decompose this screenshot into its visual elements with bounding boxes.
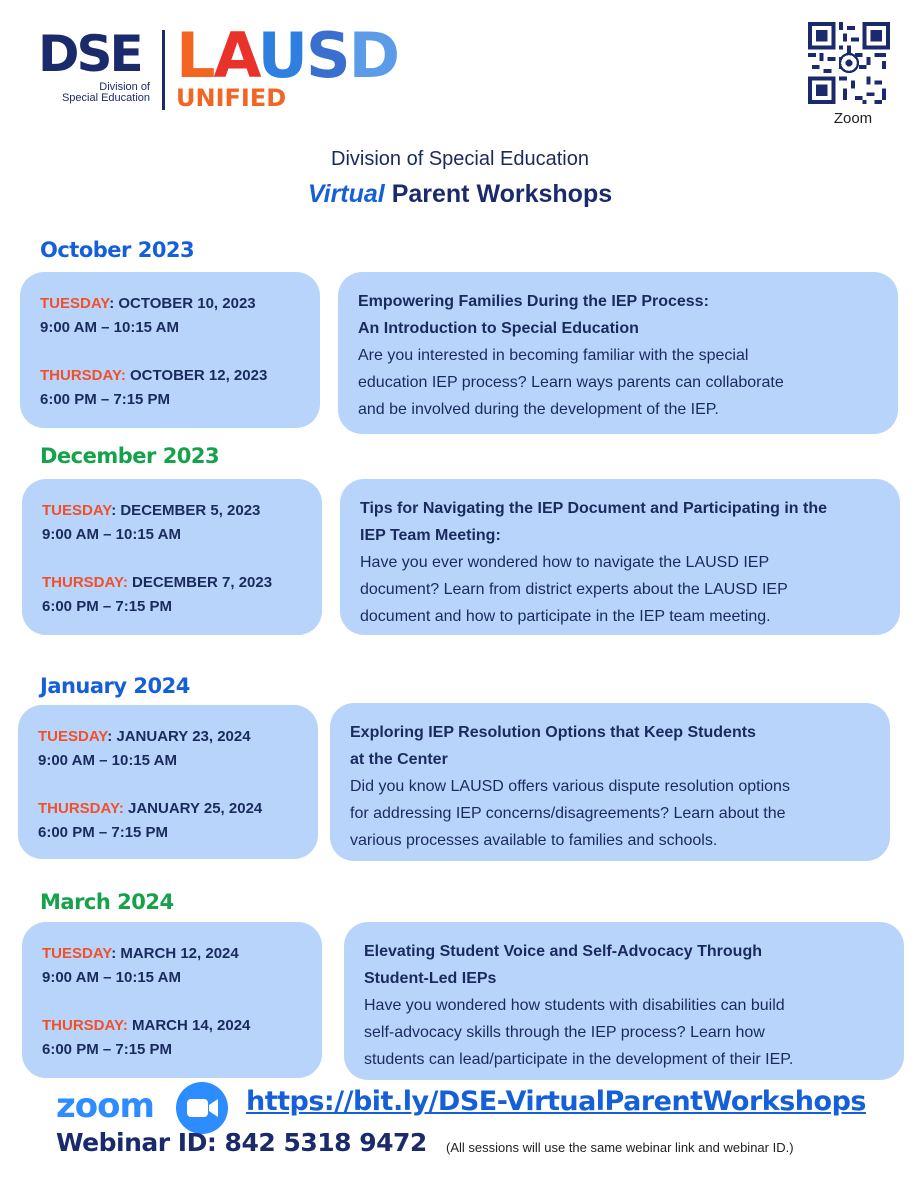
workshop-description-line2: for addressing IEP concerns/disagreements? Learn about the: [350, 805, 786, 822]
workshop-title-line2: An Introduction to Special Education: [358, 320, 639, 337]
workshop-description-line3: and be involved during the development of the IEP.: [358, 401, 719, 418]
workshop-title: Elevating Student Voice and Self-Advocacy Through: [364, 943, 762, 960]
session-tuesday: TUESDAY: MARCH 12, 2024: [42, 945, 239, 962]
description-box-march: [344, 922, 904, 1080]
workshop-title-line2: IEP Team Meeting:: [360, 527, 501, 544]
workshop-link[interactable]: https://bit.ly/DSE-VirtualParentWorkshops: [246, 1086, 866, 1117]
lausd-logo-text: LAUSD: [176, 19, 399, 92]
workshop-title: Empowering Families During the IEP Process:: [358, 293, 709, 310]
session-tuesday: TUESDAY: JANUARY 23, 2024: [38, 728, 251, 745]
lausd-logo: [176, 19, 399, 112]
session-tuesday: TUESDAY: DECEMBER 5, 2023: [42, 502, 261, 519]
session-thursday: THURSDAY: DECEMBER 7, 2023: [42, 574, 273, 591]
workshop-title: Exploring IEP Resolution Options that Keep Students: [350, 724, 756, 741]
description-box-october: [338, 272, 898, 434]
month-heading-december: December 2023: [40, 444, 220, 468]
workshop-description: Have you ever wondered how to navigate the LAUSD IEP: [360, 554, 770, 571]
date-box-march: [22, 922, 322, 1078]
date-box-january: [18, 705, 318, 859]
date-box-december: [22, 479, 322, 635]
session-thursday: THURSDAY: MARCH 14, 2024: [42, 1017, 251, 1034]
workshop-description: Are you interested in becoming familiar with the special: [358, 347, 749, 364]
session-thursday-time: 6:00 PM – 7:15 PM: [40, 391, 171, 408]
month-heading-october: October 2023: [40, 238, 195, 262]
session-thursday: THURSDAY: OCTOBER 12, 2023: [40, 367, 268, 384]
zoom-logo: zoom: [56, 1086, 154, 1126]
qr-code-icon[interactable]: [808, 22, 890, 104]
session-tuesday-time: 9:00 AM – 10:15 AM: [40, 319, 179, 336]
month-heading-march: March 2024: [40, 890, 174, 914]
date-box-october: [20, 272, 320, 428]
workshop-title-line2: Student-Led IEPs: [364, 970, 497, 987]
dse-logo-text: DSE: [38, 25, 141, 83]
workshop-description-line2: self-advocacy skills through the IEP process? Learn how: [364, 1024, 765, 1041]
session-tuesday-time: 9:00 AM – 10:15 AM: [42, 969, 181, 986]
workshop-description-line3: various processes available to families and schools.: [350, 832, 718, 849]
session-thursday-time: 6:00 PM – 7:15 PM: [42, 598, 173, 615]
session-thursday: THURSDAY: JANUARY 25, 2024: [38, 800, 263, 817]
unified-text: UNIFIED: [176, 84, 287, 112]
workshop-title-line2: at the Center: [350, 751, 448, 768]
description-box-december: [340, 479, 900, 635]
session-thursday-time: 6:00 PM – 7:15 PM: [38, 824, 169, 841]
workshop-description: Did you know LAUSD offers various dispute resolution options: [350, 778, 790, 795]
workshop-description-line2: education IEP process? Learn ways parents can collaborate: [358, 374, 784, 391]
dse-logo: [38, 25, 150, 104]
session-thursday-time: 6:00 PM – 7:15 PM: [42, 1041, 173, 1058]
page-subtitle: Division of Special Education: [331, 148, 589, 170]
session-tuesday: TUESDAY: OCTOBER 10, 2023: [40, 295, 256, 312]
description-box-january: [330, 703, 890, 861]
workshop-description-line3: students can lead/participate in the development of their IEP.: [364, 1051, 794, 1068]
month-heading-january: January 2024: [40, 674, 190, 698]
qr-caption: Zoom: [833, 110, 873, 127]
page-title: Virtual Parent Workshops: [307, 180, 613, 208]
session-tuesday-time: 9:00 AM – 10:15 AM: [38, 752, 177, 769]
workshop-description-line2: document? Learn from district experts about the LAUSD IEP: [360, 581, 788, 598]
workshop-description: Have you wondered how students with disabilities can build: [364, 997, 785, 1014]
webinar-id: Webinar ID: 842 5318 9472: [56, 1128, 427, 1157]
workshop-title: Tips for Navigating the IEP Document and Participating in the: [360, 500, 828, 517]
workshop-description-line3: document and how to participate in the IEP team meeting.: [360, 608, 771, 625]
logo-divider: [162, 30, 165, 110]
dse-logo-subtitle: Division of Special Education: [61, 81, 150, 104]
session-tuesday-time: 9:00 AM – 10:15 AM: [42, 526, 181, 543]
zoom-camera-icon: [176, 1082, 228, 1134]
footer-note: (All sessions will use the same webinar link and webinar ID.): [446, 1140, 794, 1155]
